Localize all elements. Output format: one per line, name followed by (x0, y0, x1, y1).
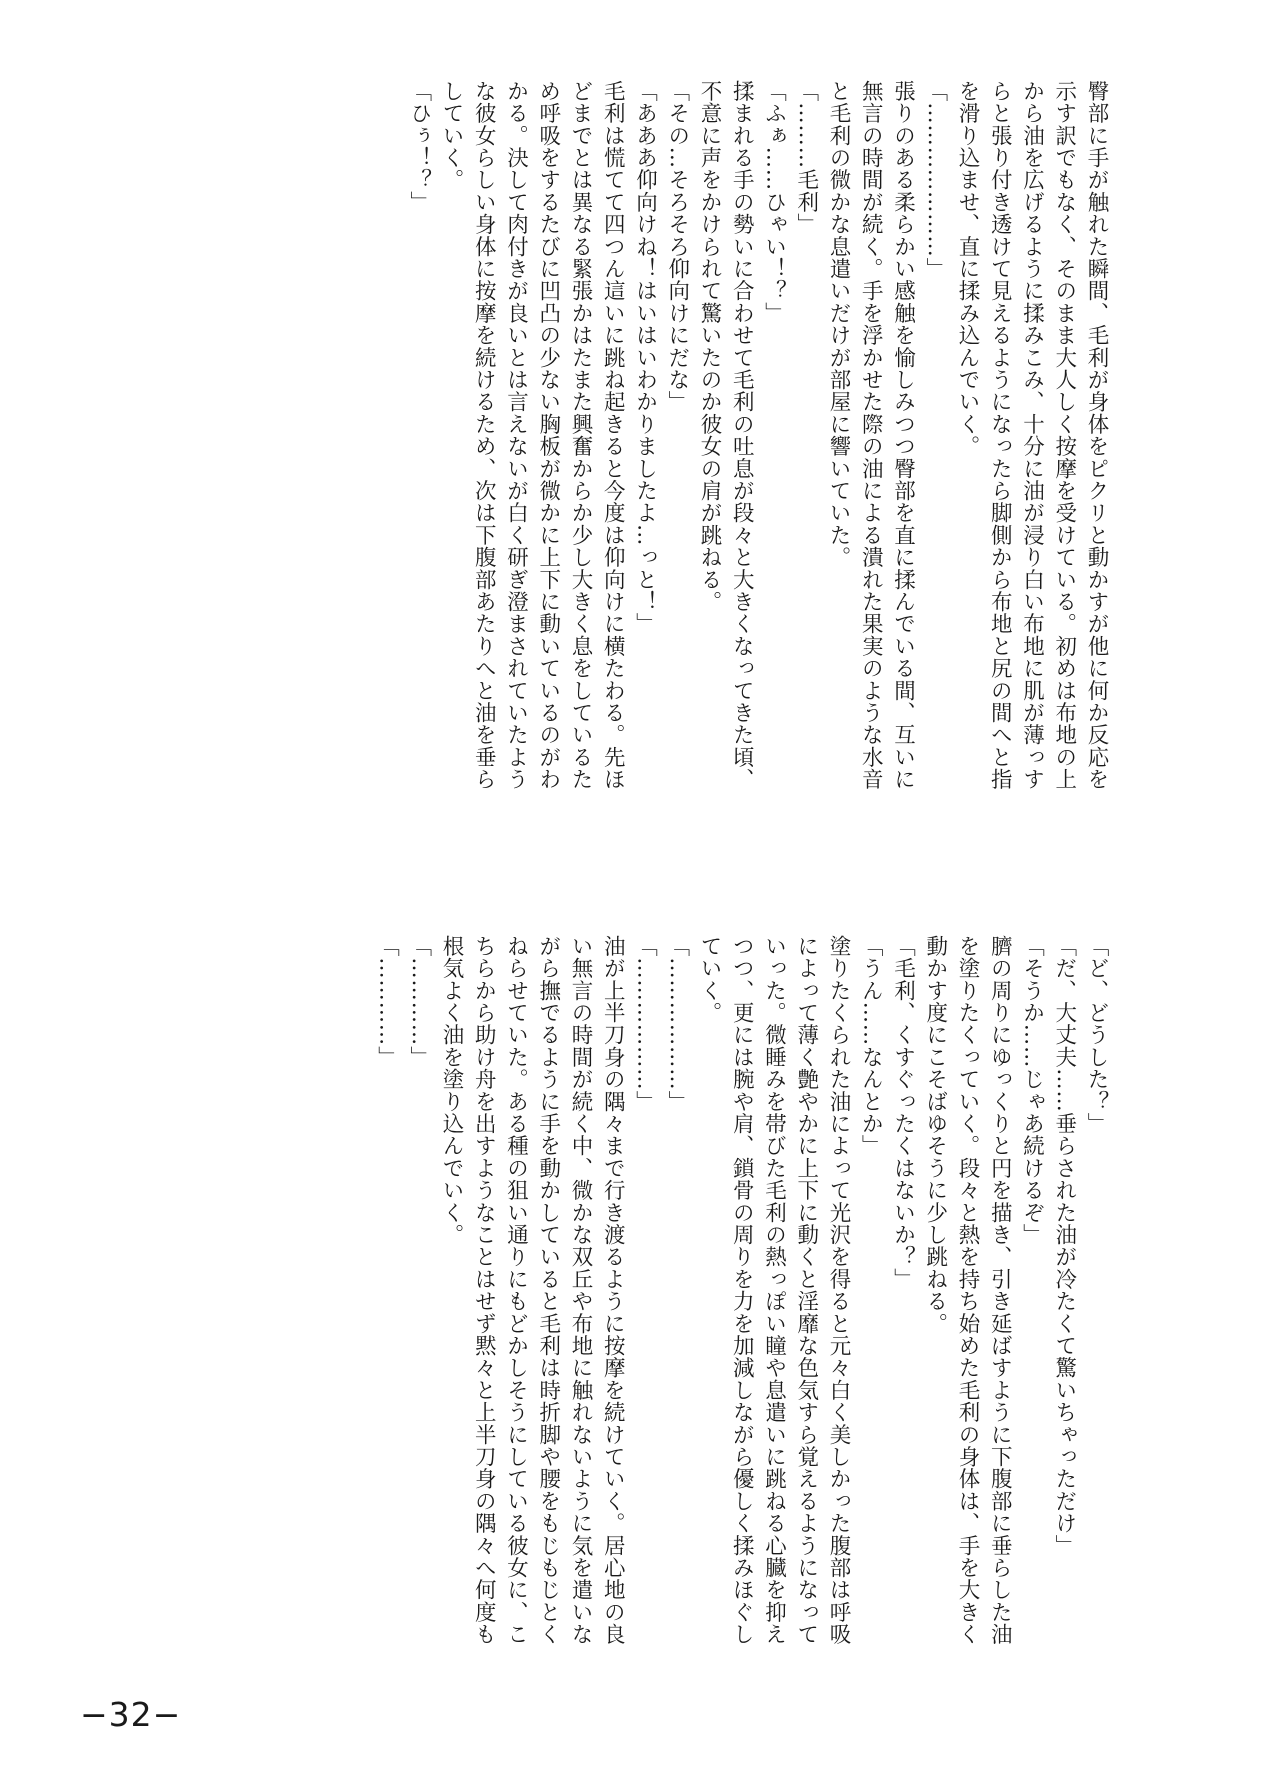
text-line: 毛利は慌てて四つん這いに跳ね起きると今度は仰向けに横たわる。先ほ (600, 80, 626, 791)
text-line: 「…………………」 (922, 80, 948, 280)
text-line: 動かす度にこそばゆそうに少し跳ねる。 (922, 935, 948, 1335)
text-line: を塗りたくっていく。段々と熱を持ち始めた毛利の身体は、手を大きく (955, 935, 980, 1646)
text-line: ていく。 (697, 935, 722, 1024)
text-line: 示す訳でもなく、そのまま大人しく按摩を受けている。初めは布地の上 (1051, 80, 1077, 791)
text-line: から油を広げるように揉みこみ、十分に油が浸り白い布地に肌が薄っす (1019, 80, 1045, 791)
text-line: 「だ、大丈夫……垂らされた油が冷たくて驚いちゃっただけ」 (1051, 935, 1077, 1557)
text-line: 油が上半刀身の隅々まで行き渡るように按摩を続けていく。居心地の良 (600, 935, 626, 1646)
text-line: 張りのある柔らかい感触を愉しみつつ臀部を直に揉んでいる間、互いに (890, 80, 916, 791)
text-line: つつ、更には腕や肩、鎖骨の周りを力を加減しながら優しく揉みほぐし (729, 935, 755, 1646)
text-line: ねらせていた。ある種の狙い通りにもどかしそうにしている彼女に、こ (503, 935, 529, 1646)
text-line: 「ど、どうした？」 (1084, 935, 1109, 1135)
text-line: 無言の時間が続く。手を浮かせた際の油による潰れた果実のような水音 (858, 80, 884, 791)
text-line: 「そうか……じゃあ続けるぞ」 (1019, 935, 1045, 1246)
text-line: 揉まれる手の勢いに合わせて毛利の吐息が段々と大きくなってきた頃、 (729, 80, 755, 791)
text-line: 「…………」 (374, 935, 400, 1069)
text-line: い無言の時間が続く中、微かな双丘や布地に触れないように気を遣いな (568, 935, 593, 1646)
text-line: 臍の周りにゆっくりと円を描き、引き延ばすように下腹部に垂らした油 (987, 935, 1013, 1646)
text-line: 「………………」 (632, 935, 658, 1113)
text-line: 「ひぅ！？」 (406, 80, 432, 214)
text-line: ちらから助け舟を出すようなことはせず黙々と上半刀身の隅々へ何度も (471, 935, 497, 1646)
page-number: −32− (80, 1695, 182, 1734)
text-line: いった。微睡みを帯びた毛利の熱っぽい瞳や息遣いに跳ねる心臓を抑え (761, 935, 787, 1646)
text-line: め呼吸をするたびに凹凸の少ない胸板が微かに上下に動いているのがわ (535, 80, 561, 791)
text-line: を滑り込ませ、直に揉み込んでいく。 (955, 80, 980, 458)
lower-text-block (92, 935, 1112, 1675)
text-line: していく。 (439, 80, 464, 191)
text-line: 「その…そろそろ仰向けにだな」 (664, 80, 690, 413)
text-line: と毛利の微かな息遣いだけが部屋に響いていた。 (826, 80, 851, 569)
text-line: 根気よく油を塗り込んでいく。 (439, 935, 464, 1246)
text-line: 不意に声をかけられて驚いたのか彼女の肩が跳ねる。 (697, 80, 722, 613)
text-line: 「うん……なんとか」 (858, 935, 884, 1157)
text-line: 臀部に手が触れた瞬間、毛利が身体をピクリと動かすが他に何か反応を (1084, 80, 1109, 791)
text-line: どまでとは異なる緊張かはたまた興奮からか少し大きく息をしているた (568, 80, 593, 791)
text-line: 「………………」 (664, 935, 690, 1113)
text-line: らと張り付き透けて見えるようになったら脚側から布地と尻の間へと指 (987, 80, 1013, 791)
text-line: 「…………」 (406, 935, 432, 1069)
text-line: 「………毛利」 (793, 80, 819, 236)
upper-text-block (92, 80, 1112, 820)
text-line: がら撫でるように手を動かしていると毛利は時折脚や腰をもじもじとく (535, 935, 561, 1646)
text-line: 塗りたくられた油によって光沢を得ると元々白く美しかった腹部は呼吸 (826, 935, 851, 1646)
text-line: 「ふぁ……ひゃい！？」 (761, 80, 787, 325)
text-line: 「毛利、くすぐったくはないか？」 (890, 935, 916, 1291)
text-line: によって薄く艶やかに上下に動くと淫靡な色気すら覚えるようになって (793, 935, 819, 1646)
text-line: かる。決して肉付きが良いとは言えないが白く研ぎ澄まされていたよう (503, 80, 529, 791)
text-line: 「あああ仰向けね！はいはいわかりましたよ…っと！」 (632, 80, 658, 635)
text-line: な彼女らしい身体に按摩を続けるため、次は下腹部あたりへと油を垂ら (471, 80, 497, 791)
